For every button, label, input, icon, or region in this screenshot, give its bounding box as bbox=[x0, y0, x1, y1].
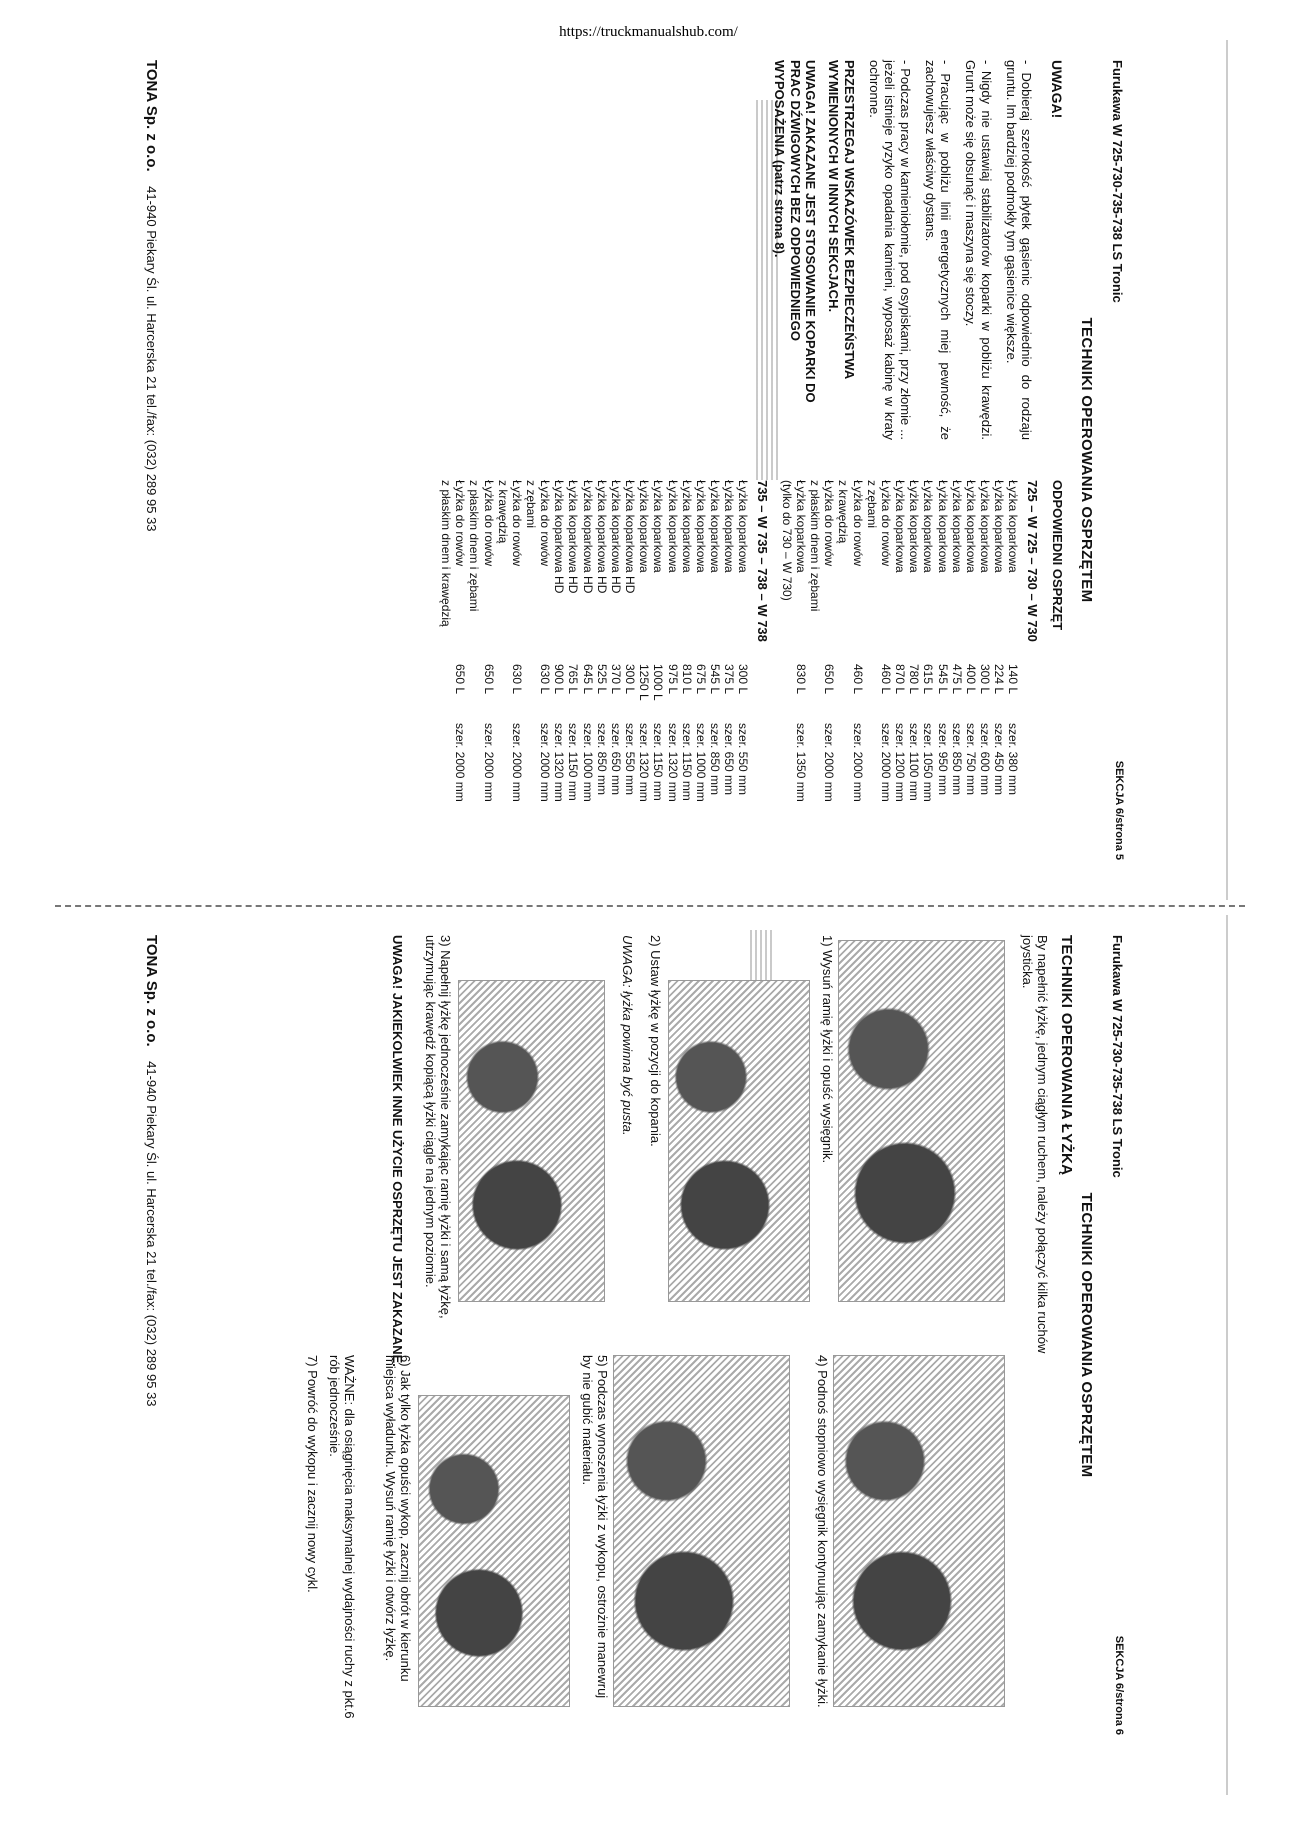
equipment-width: szer. 1000 mm bbox=[693, 723, 708, 802]
equipment-width: szer. 1350 mm bbox=[794, 723, 808, 802]
equipment-row bbox=[808, 480, 822, 806]
equipment-width: szer. 1150 mm bbox=[679, 723, 694, 801]
equipment-row bbox=[467, 480, 481, 806]
equipment-width: szer. 1200 mm bbox=[893, 723, 908, 802]
equipment-row bbox=[836, 480, 850, 806]
equipment-volume bbox=[836, 664, 850, 723]
equipment-width: szer. 450 mm bbox=[992, 723, 1007, 796]
equipment-row bbox=[708, 480, 722, 806]
equipment-name: Łyżka do rowów bbox=[538, 480, 553, 567]
equipment-row bbox=[623, 480, 637, 806]
equipment-width: szer. 650 mm bbox=[722, 723, 737, 796]
equipment-width bbox=[808, 723, 822, 806]
equipment-row bbox=[552, 480, 566, 806]
equipment-name: Łyżka koparkowa HD bbox=[608, 480, 623, 594]
equipment-row bbox=[496, 480, 510, 806]
usage-warning: UWAGA! JAKIEKOLWIEK INNE UŻYCIE OSPRZĘTU JEST ZAKAZANE. bbox=[390, 935, 405, 1367]
crane-warning: UWAGA! ZAKAZANE JEST STOSOWANIE KOPARKI DO PRAC DŹWIGOWYCH BEZ ODPOWIEDNIEGO WYPOSAŻENIA (patrz strona 8). bbox=[772, 60, 818, 403]
excavator-illustration-5 bbox=[613, 1355, 790, 1707]
intro-text: By napełnić łyżkę, jednym ciągłym ruchem, należy połączyć kilka ruchów joysticka. bbox=[1019, 935, 1050, 1354]
header-section: SEKCJA 6/strona 5 bbox=[1113, 760, 1125, 860]
excavator-illustration-3 bbox=[458, 980, 605, 1302]
equipment-volume: 900 L bbox=[552, 664, 567, 695]
equipment-volume: 830 L bbox=[794, 664, 808, 695]
equipment-row bbox=[595, 480, 609, 806]
equipment-heading: ODPOWIEDNI OSPRZĘT bbox=[1050, 480, 1065, 631]
footer-address: 41-940 Piekary Śl. ul. Harcerska 21 tel./fax: (032) 289 95 33 bbox=[144, 1061, 159, 1407]
safety-warning: PRZESTRZEGAJ WSKAZÓWEK BEZPIECZEŃSTWA WYMIENIONYCH W INNYCH SEKCJACH. bbox=[826, 60, 857, 379]
equipment-row bbox=[609, 480, 623, 806]
equipment-volume: 650 L bbox=[822, 664, 837, 695]
equipment-row bbox=[1006, 480, 1020, 806]
model-group-1: 725 – W 725 – 730 – W 730 bbox=[1024, 480, 1040, 642]
equipment-row bbox=[893, 480, 907, 806]
equipment-row bbox=[481, 480, 495, 806]
page-footer bbox=[142, 60, 160, 860]
equipment-volume: 375 L bbox=[722, 664, 737, 695]
equipment-row bbox=[566, 480, 580, 806]
equipment-name: Łyżka koparkowa bbox=[637, 480, 652, 573]
equipment-row bbox=[992, 480, 1006, 806]
equipment-volume: 525 L bbox=[594, 664, 609, 695]
equipment-row bbox=[736, 480, 750, 806]
equipment-volume: 1000 L bbox=[651, 664, 666, 701]
step-2: 2) Ustaw łyżkę w pozycji do kopania. bbox=[648, 935, 663, 1147]
bucket-title: TECHNIKI OPEROWANIA ŁYŻKĄ bbox=[1058, 935, 1075, 1176]
equipment-column bbox=[439, 480, 1077, 840]
important-note: WAŻNE: dla osiągnięcia maksymalnej wydajności ruchy z pkt.6 rób jednocześnie. bbox=[326, 1355, 357, 1719]
equipment-volume: 615 L bbox=[921, 664, 936, 695]
equipment-volume: 300 L bbox=[623, 664, 638, 695]
equipment-name: Łyżka koparkowa bbox=[949, 480, 964, 573]
equipment-volume: 765 L bbox=[566, 664, 581, 695]
equipment-volume: 400 L bbox=[963, 664, 978, 695]
equipment-name: Łyżka koparkowa HD bbox=[552, 480, 567, 594]
equipment-volume: 140 L bbox=[1006, 664, 1021, 695]
model-group-2: 735 – W 735 – 738 – W 738 bbox=[754, 480, 770, 642]
equipment-row bbox=[921, 480, 935, 806]
equipment-row bbox=[651, 480, 665, 806]
equipment-name: z płaskim dnem i zębami bbox=[467, 480, 482, 612]
equipment-name: Łyżka koparkowa bbox=[992, 480, 1007, 573]
equipment-row bbox=[694, 480, 708, 806]
equipment-name: z płaskim dnem i zębami bbox=[808, 480, 823, 612]
equipment-row bbox=[794, 480, 808, 806]
equipment-name: Łyżka koparkowa bbox=[708, 480, 723, 573]
equipment-name: z zębami bbox=[864, 480, 879, 529]
equipment-volume bbox=[524, 664, 538, 723]
bullet-2: - Nigdy nie ustawiaj stabilizatorów koparki w pobliżu krawędzi. Grunt może się obsunąć i maszyna się stoczy. bbox=[963, 60, 994, 440]
step-5: 5) Podczas wynoszenia łyżki z wykopu, ostrożnie manewruj by nie gubić materiału. bbox=[579, 1355, 610, 1699]
equipment-name: Łyżka koparkowa bbox=[1006, 480, 1021, 573]
equipment-width: szer. 850 mm bbox=[708, 723, 723, 796]
equipment-name: Łyżka koparkowa bbox=[794, 480, 808, 573]
equipment-volume: 460 L bbox=[850, 664, 865, 695]
equipment-volume: 1250 L bbox=[637, 664, 652, 701]
equipment-width: szer. 750 mm bbox=[963, 723, 978, 796]
equipment-name: Łyżka koparkowa HD bbox=[566, 480, 581, 594]
equipment-width: szer. 2000 mm bbox=[850, 723, 865, 802]
equipment-volume: 630 L bbox=[509, 664, 524, 695]
equipment-name: Łyżka koparkowa HD bbox=[623, 480, 638, 594]
equipment-volume: 975 L bbox=[665, 664, 680, 695]
equipment-width: szer. 550 mm bbox=[623, 723, 638, 796]
step-6: 6) Jak tylko łyżka opuści wykop, zacznij obrót w kierunku miejsca wyładunku. Wysuń ramię łyżki i otwórz łyżkę. bbox=[382, 1355, 413, 1682]
equipment-width bbox=[836, 723, 850, 806]
step-7: 7) Powróć do wykopu i zacznij nowy cykl. bbox=[305, 1355, 320, 1593]
equipment-volume: 545 L bbox=[708, 664, 723, 695]
equipment-width: szer. 380 mm bbox=[1006, 723, 1021, 796]
equipment-name: Łyżka koparkowa bbox=[665, 480, 680, 573]
equipment-row bbox=[510, 480, 524, 806]
step-4: 4) Podnoś stopniowo wysięgnik kontynuując zamykanie łyżki. bbox=[815, 1355, 830, 1708]
equipment-volume: 780 L bbox=[907, 664, 922, 695]
equipment-volume: 675 L bbox=[693, 664, 708, 695]
equipment-row bbox=[935, 480, 949, 806]
equipment-name: Łyżka koparkowa HD bbox=[580, 480, 595, 594]
equipment-width bbox=[865, 723, 879, 806]
equipment-width bbox=[496, 723, 510, 806]
excavator-illustration-6 bbox=[418, 1395, 570, 1707]
equipment-name: Łyżka koparkowa HD bbox=[594, 480, 609, 594]
equipment-name: Łyżka do rowów bbox=[481, 480, 496, 567]
equipment-row bbox=[439, 480, 453, 806]
equipment-row bbox=[822, 480, 836, 806]
equipment-width: szer. 2000 mm bbox=[822, 723, 837, 802]
equipment-volume bbox=[780, 664, 794, 723]
equipment-name: Łyżka koparkowa bbox=[935, 480, 950, 573]
equipment-volume: 645 L bbox=[580, 664, 595, 695]
bullet-4: - Podczas pracy w kamieniołomie, pod osypiskami, przy złomie ... jeżeli istnieje ryzyko opadania kamieni, wyposaż kabinę w kraty ochronne. bbox=[866, 60, 913, 440]
equipment-row bbox=[680, 480, 694, 806]
page-title: TECHNIKI OPEROWANIA OSPRZĘTEM bbox=[1078, 317, 1095, 603]
page-title: TECHNIKI OPEROWANIA OSPRZĘTEM bbox=[1078, 1192, 1095, 1478]
equipment-width: szer. 1100 mm bbox=[907, 723, 922, 801]
equipment-row bbox=[850, 480, 864, 806]
equipment-width: szer. 1000 mm bbox=[580, 723, 595, 802]
equipment-name: Łyżka koparkowa bbox=[736, 480, 751, 573]
equipment-width: szer. 950 mm bbox=[935, 723, 950, 796]
equipment-width bbox=[467, 723, 481, 806]
equipment-width: szer. 550 mm bbox=[736, 723, 751, 796]
equipment-name: z zębami bbox=[524, 480, 539, 529]
excavator-illustration-4 bbox=[833, 1355, 1005, 1707]
equipment-name: Łyżka koparkowa bbox=[722, 480, 737, 573]
equipment-name: Łyżka koparkowa bbox=[963, 480, 978, 573]
source-url[interactable]: https://truckmanualshub.com/ bbox=[559, 24, 738, 40]
equipment-volume: 870 L bbox=[893, 664, 908, 695]
equipment-volume bbox=[496, 664, 510, 723]
equipment-volume: 224 L bbox=[992, 664, 1007, 695]
equipment-width: szer. 2000 mm bbox=[878, 723, 893, 802]
equipment-row bbox=[665, 480, 679, 806]
equipment-width: szer. 1320 mm bbox=[637, 723, 652, 802]
equipment-volume: 630 L bbox=[538, 664, 553, 695]
document-page-5 bbox=[95, 60, 1125, 860]
equipment-row bbox=[964, 480, 978, 806]
equipment-row bbox=[978, 480, 992, 806]
equipment-name: Łyżka koparkowa bbox=[893, 480, 908, 573]
equipment-width: szer. 1320 mm bbox=[665, 723, 680, 802]
equipment-name: Łyżka do rowów bbox=[822, 480, 837, 567]
document-page-6 bbox=[95, 935, 1125, 1735]
equipment-table-2 bbox=[439, 480, 750, 806]
equipment-volume: 545 L bbox=[935, 664, 950, 695]
equipment-volume: 300 L bbox=[978, 664, 993, 695]
equipment-row bbox=[722, 480, 736, 806]
excavator-illustration-1 bbox=[838, 940, 1005, 1302]
equipment-width: szer. 1150 mm bbox=[566, 723, 581, 801]
page-header bbox=[1105, 60, 1125, 860]
equipment-row bbox=[453, 480, 467, 806]
page-divider bbox=[55, 905, 1245, 907]
equipment-volume: 650 L bbox=[453, 664, 468, 695]
equipment-volume: 460 L bbox=[878, 664, 893, 695]
equipment-volume: 475 L bbox=[949, 664, 964, 695]
equipment-width bbox=[780, 723, 794, 806]
equipment-width: szer. 1150 mm bbox=[651, 723, 666, 801]
equipment-row bbox=[580, 480, 594, 806]
header-model: Furukawa W 725-730-735-738 LS Tronic bbox=[1110, 60, 1125, 303]
equipment-name: Łyżka do rowów bbox=[850, 480, 865, 567]
equipment-name: Łyżka do rowów bbox=[878, 480, 893, 567]
equipment-name: Łyżka koparkowa bbox=[651, 480, 666, 573]
equipment-name: z krawędzią bbox=[836, 480, 851, 544]
scan-edge-top bbox=[1226, 40, 1228, 900]
equipment-width: szer. 1050 mm bbox=[921, 723, 936, 802]
step-1: 1) Wysuń ramię łyżki i opuść wysięgnik. bbox=[820, 935, 835, 1164]
equipment-width: szer. 2000 mm bbox=[538, 723, 553, 802]
equipment-row bbox=[780, 480, 794, 806]
equipment-volume: 370 L bbox=[608, 664, 623, 695]
scan-edge-bottom bbox=[1226, 915, 1228, 1795]
equipment-name: Łyżka do rowów bbox=[453, 480, 468, 567]
equipment-row bbox=[879, 480, 893, 806]
footer-company: TONA Sp. z o.o. bbox=[143, 60, 160, 172]
footer-address: 41-940 Piekary Śl. ul. Harcerska 21 tel./fax: (032) 289 95 33 bbox=[144, 186, 159, 532]
equipment-volume bbox=[467, 664, 481, 723]
safety-column bbox=[764, 60, 1077, 440]
equipment-width: szer. 650 mm bbox=[608, 723, 623, 796]
equipment-name: Łyżka koparkowa bbox=[907, 480, 922, 573]
equipment-width: szer. 2000 mm bbox=[453, 723, 468, 802]
equipment-name: Łyżka koparkowa bbox=[978, 480, 993, 573]
equipment-name: (tylko do 730 – W 730) bbox=[779, 480, 794, 601]
equipment-name: z płaskim dnem i krawędzią bbox=[439, 480, 454, 627]
step-2-note: UWAGA: łyżka powinna być pusta. bbox=[620, 935, 635, 1136]
equipment-volume: 300 L bbox=[736, 664, 751, 695]
uwaga-heading: UWAGA! bbox=[1049, 60, 1065, 119]
equipment-name: Łyżka do rowów bbox=[509, 480, 524, 567]
equipment-row bbox=[950, 480, 964, 806]
equipment-width bbox=[439, 723, 453, 806]
equipment-width: szer. 2000 mm bbox=[509, 723, 524, 802]
equipment-volume: 650 L bbox=[481, 664, 496, 695]
equipment-row bbox=[907, 480, 921, 806]
header-section: SEKCJA 6/strona 6 bbox=[1113, 1635, 1125, 1735]
equipment-name: Łyżka koparkowa bbox=[679, 480, 694, 573]
equipment-volume: 810 L bbox=[679, 664, 694, 695]
equipment-name: z krawędzią bbox=[495, 480, 510, 544]
equipment-volume bbox=[808, 664, 822, 723]
equipment-row bbox=[524, 480, 538, 806]
equipment-width: szer. 850 mm bbox=[594, 723, 609, 796]
excavator-illustration-2 bbox=[668, 980, 810, 1302]
page-header bbox=[1105, 935, 1125, 1735]
equipment-width: szer. 2000 mm bbox=[481, 723, 496, 802]
equipment-row bbox=[865, 480, 879, 806]
step-3: 3) Napełnij łyżkę jednocześnie zamykając ramię łyżki i samą łyżkę, utrzymując krawędź kopiącą łyżki ciągle na jednym poziomie. bbox=[422, 935, 453, 1319]
equipment-width: szer. 850 mm bbox=[949, 723, 964, 796]
equipment-width: szer. 1320 mm bbox=[552, 723, 567, 802]
bullet-3: - Pracując w pobliżu linii energetycznych miej pewność, że zachowujesz właściwy dystans. bbox=[922, 60, 954, 440]
equipment-width: szer. 600 mm bbox=[978, 723, 993, 796]
equipment-volume bbox=[865, 664, 879, 723]
footer-company: TONA Sp. z o.o. bbox=[143, 935, 160, 1047]
equipment-table-1 bbox=[780, 480, 1021, 806]
equipment-volume bbox=[439, 664, 453, 723]
equipment-row bbox=[637, 480, 651, 806]
equipment-row bbox=[538, 480, 552, 806]
bullet-1: - Dobieraj szerokość płytek gąsienic odpowiednio do rodzaju gruntu. Im bardziej podmokły tym gąsienice większe. bbox=[1004, 60, 1035, 440]
page-footer bbox=[142, 935, 160, 1735]
equipment-width bbox=[524, 723, 538, 806]
equipment-name: Łyżka koparkowa bbox=[693, 480, 708, 573]
header-model: Furukawa W 725-730-735-738 LS Tronic bbox=[1110, 935, 1125, 1178]
equipment-name: Łyżka koparkowa bbox=[921, 480, 936, 573]
